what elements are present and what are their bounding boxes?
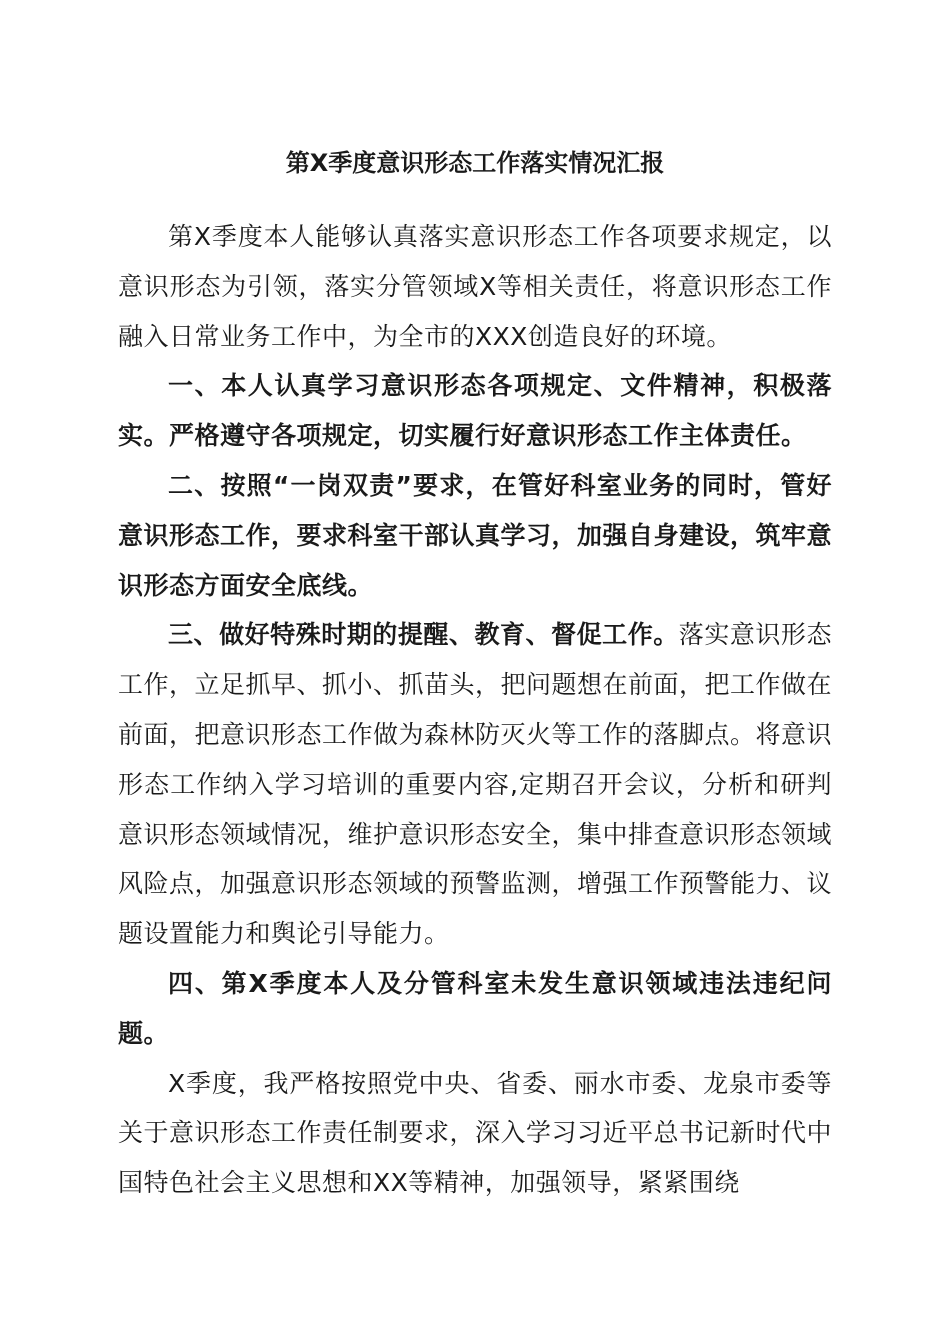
paragraph-lead: 三、做好特殊时期的提醒、教育、督促工作。 — [168, 620, 679, 650]
paragraph-text: 第X季度本人能够认真落实意识形态工作各项要求规定，以意识形态为引领，落实分管领域X等相关责任，将意识形态工作融入日常业务工作中，为全市的XXX创造良好的环境。 — [118, 222, 832, 351]
document-body — [118, 212, 832, 1208]
paragraph-lead: 一、本人认真学习意识形态各项规定、文件精神，积极落实。严格遵守各项规定，切实履行好意识形态工作主体责任。 — [118, 371, 832, 451]
paragraph-summary — [118, 1059, 832, 1208]
paragraph-point-two — [118, 461, 832, 610]
paragraph-text: 落实意识形态工作，立足抓早、抓小、抓苗头，把问题想在前面，把工作做在前面，把意识形态工作做为森林防灭火等工作的落脚点。将意识形态工作纳入学习培训的重要内容,定期召开会议，分析和研判意识形态领域情况，维护意识形态安全，集中排查意识形态领域风险点，加强意识形态领域的预警监测，增强工作预警能力、议题设置能力和舆论引导能力。 — [118, 620, 833, 949]
paragraph-lead: 二、按照“一岗双责”要求，在管好科室业务的同时，管好意识形态工作，要求科室干部认真学习，加强自身建设，筑牢意识形态方面安全底线。 — [118, 470, 833, 600]
paragraph-lead: 四、第X季度本人及分管科室未发生意识领域违法违纪问题。 — [118, 968, 832, 1048]
paragraph-text: X季度，我严格按照党中央、省委、丽水市委、龙泉市委等关于意识形态工作责任制要求，深入学习习近平总书记新时代中国特色社会主义思想和XX等精神，加强领导，紧紧围绕 — [118, 1068, 833, 1198]
paragraph-point-one — [118, 361, 832, 461]
document-title: 第X季度意识形态工作落实情况汇报 — [285, 149, 665, 177]
paragraph-point-three — [118, 610, 832, 959]
paragraph-intro — [118, 212, 832, 361]
paragraph-point-four — [118, 959, 832, 1059]
